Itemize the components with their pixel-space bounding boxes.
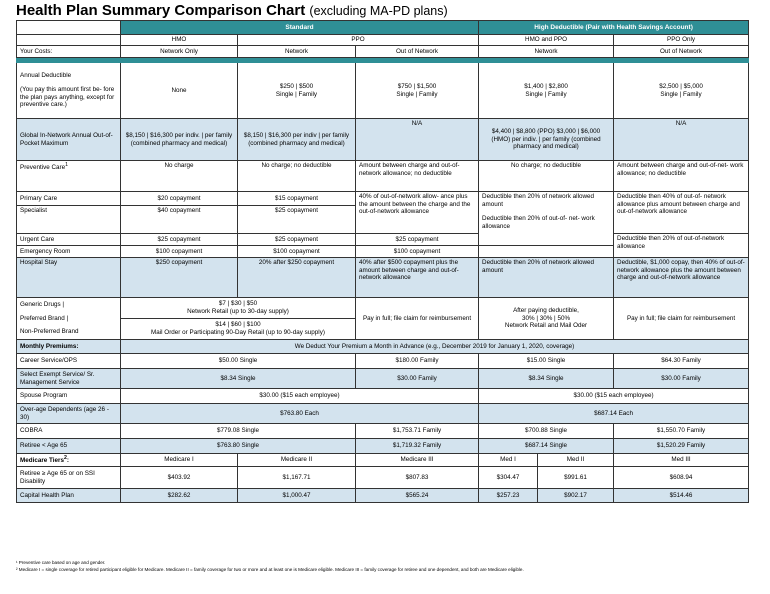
retiree-hd-family: $1,520.29 Family — [614, 439, 749, 454]
drugs-hd-network-line2: 30% | 30% | 50% — [521, 314, 571, 322]
header-high-deductible: High Deductible (Pair with Health Savings Account) — [479, 21, 749, 35]
capital-std-tier3: $565.24 — [356, 489, 479, 503]
header-out-of-network: Out of Network — [356, 46, 479, 58]
specialist-ppo-network: $25 copayment — [238, 206, 356, 234]
preventive-label: Preventive Care — [20, 164, 66, 172]
row-hospital — [17, 258, 749, 298]
header-blank-2 — [17, 35, 121, 46]
urgent-hmo: $25 copayment — [121, 234, 238, 246]
medicare-hd-tier2: Med II — [538, 454, 614, 467]
retiree-std-single: $763.80 Single — [121, 439, 356, 454]
medicare-hd-tier3: Med III — [614, 454, 749, 467]
retiree-label: Retiree < Age 65 — [17, 439, 121, 454]
cobra-label: COBRA — [17, 424, 121, 439]
deductible-hmo: None — [121, 63, 238, 119]
row-deductible — [17, 63, 749, 119]
drugs-retail-prices: $7 | $30 | $50 — [218, 300, 258, 308]
header-standard: Standard — [121, 21, 479, 35]
row-overage — [17, 404, 749, 424]
retiree65-hd-tier1: $304.47 — [479, 467, 538, 489]
header-hd-out-of-network: Out of Network — [614, 46, 749, 58]
deductible-label: Annual Deductible — [20, 72, 72, 80]
row-preventive — [17, 161, 749, 192]
drugs-ppo-oon: Pay in full; file claim for reimbursement — [356, 298, 479, 340]
page-title — [16, 2, 448, 19]
career-std-family: $180.00 Family — [356, 354, 479, 369]
drugs-retail-desc: Network Retail (up to 30-day supply) — [187, 308, 289, 315]
deductible-hd-oon-type: Single | Family — [660, 90, 702, 98]
capital-hd-tier2: $902.17 — [538, 489, 614, 503]
primary-ppo-network: $15 copayment — [238, 192, 356, 206]
urgent-er-hd-oon: Deductible then 20% of out-of-network allowance — [614, 234, 749, 258]
select-std-single: $8.34 Single — [121, 369, 356, 389]
oop-ppo-network: $8,150 | $16,300 per indiv | per family (combined pharmacy and medical) — [238, 119, 356, 161]
select-std-family: $30.00 Family — [356, 369, 479, 389]
urgent-ppo-network: $25 copayment — [238, 234, 356, 246]
spouse-hd: $30.00 ($15 each employee) — [479, 389, 749, 404]
drugs-hd-oon: Pay in full; file claim for reimbursement — [614, 298, 749, 340]
capital-std-tier1: $282.62 — [121, 489, 238, 503]
urgent-label: Urgent Care — [17, 234, 121, 246]
hospital-label: Hospital Stay — [17, 258, 121, 298]
oop-ppo-oon: N/A — [356, 119, 479, 161]
footnote-1: ¹ Preventive care based on age and gender. — [16, 560, 106, 565]
capital-label: Capital Health Plan — [17, 489, 121, 503]
drugs-mail — [121, 319, 356, 340]
hospital-hmo: $250 copayment — [121, 258, 238, 298]
oop-hmo: $8,150 | $16,300 per indiv. | per family (combined pharmacy and medical) — [121, 119, 238, 161]
drugs-retail — [121, 298, 356, 319]
primary-specialist-ppo-oon: 40% of out-of-network allow- ance plus the amount between the charge and the out-of-network allowance — [356, 192, 479, 234]
specialist-hmo: $40 copayment — [121, 206, 238, 234]
premiums-label: Monthly Premiums: — [17, 340, 121, 354]
header-ppo: PPO — [238, 35, 479, 46]
oop-label: Global In-Network Annual Out-of-Pocket Maximum — [17, 119, 121, 161]
deductible-hd-network — [479, 63, 614, 119]
preventive-ppo-network: No charge; no deductible — [238, 161, 356, 192]
header-hmo: HMO — [121, 35, 238, 46]
title-sub: (excluding MA-PD plans) — [309, 4, 448, 18]
hospital-ppo-network: 20% after $250 copayment — [238, 258, 356, 298]
cobra-hd-family: $1,550.70 Family — [614, 424, 749, 439]
title-main: Health Plan Summary Comparison Chart — [16, 2, 306, 19]
row-retiree-under-65 — [17, 439, 749, 454]
drugs-label-generic: Generic Drugs | — [20, 300, 64, 308]
spouse-label: Spouse Program — [17, 389, 121, 404]
retiree-hd-single: $687.14 Single — [479, 439, 614, 454]
capital-std-tier2: $1,000.47 — [238, 489, 356, 503]
preventive-hd-network: No charge; no deductible — [479, 161, 614, 192]
drugs-hd-network-line1: After paying deductible, — [513, 306, 579, 314]
comparison-table — [16, 20, 749, 503]
oop-hd-oon: N/A — [614, 119, 749, 161]
specialist-label: Specialist — [17, 206, 121, 234]
preventive-footnote-marker: 1 — [65, 162, 69, 168]
overage-hd: $687.14 Each — [479, 404, 749, 424]
er-hd-network-empty — [479, 246, 614, 258]
cobra-hd-single: $700.88 Single — [479, 424, 614, 439]
overage-label: Over-age Dependents (age 26 - 30) — [17, 404, 121, 424]
premiums-note: We Deduct Your Premium a Month in Advance (e.g., December 2019 for January 1, 2020, coverage) — [121, 340, 749, 354]
row-select-exempt — [17, 369, 749, 389]
primary-label: Primary Care — [17, 192, 121, 206]
row-cobra — [17, 424, 749, 439]
urgent-ppo-oon: $25 copayment — [356, 234, 479, 246]
select-label: Select Exempt Service/ Sr. Management Service — [17, 369, 121, 389]
er-hmo: $100 copayment — [121, 246, 238, 258]
preventive-label-cell — [17, 161, 121, 192]
primary-specialist-urgent-hd-network — [479, 192, 614, 246]
medicare-std-tier3: Medicare III — [356, 454, 479, 467]
cobra-std-single: $779.08 Single — [121, 424, 356, 439]
header-ppo-only: PPO Only — [614, 35, 749, 46]
deductible-cell — [17, 63, 121, 119]
primary-hmo: $20 copayment — [121, 192, 238, 206]
drugs-label-nonpreferred: Non-Preferred Brand — [20, 328, 79, 336]
retiree65-hd-tier3: $608.94 — [614, 467, 749, 489]
er-ppo-oon: $100 copayment — [356, 246, 479, 258]
primary-specialist-hd-oon: Deductible then 40% of out-of- network allowance plus amount between charge and out-of-network allowance — [614, 192, 749, 234]
medicare-hd-tier1: Med I — [479, 454, 538, 467]
retiree65-label: Retiree ≥ Age 65 or on SSI Disability — [17, 467, 121, 489]
career-std-single: $50.00 Single — [121, 354, 356, 369]
header-blank — [17, 21, 121, 35]
capital-hd-tier3: $514.46 — [614, 489, 749, 503]
hospital-hd-oon: Deductible, $1,000 copay, then 40% of out-of-network allowance plus the amount between charge and out-of-network allowance — [614, 258, 749, 298]
row-oop — [17, 119, 749, 161]
deductible-ppo-oon — [356, 63, 479, 119]
row-drugs-retail — [17, 298, 749, 319]
deductible-ppo-network — [238, 63, 356, 119]
deductible-hd-oon — [614, 63, 749, 119]
footnote-2: ² Medicare I = single coverage for retired participant eligible for Medicare. Medicare II = family coverage for two or more and at least one is Medicare eligible. Medicare III = family coverage for retiree and one dependent, and both are Medicare eligible. — [16, 566, 524, 572]
medicare-std-tier1: Medicare I — [121, 454, 238, 467]
row-medicare-tiers — [17, 454, 749, 467]
retiree65-std-tier3: $807.83 — [356, 467, 479, 489]
career-hd-family: $64.30 Family — [614, 354, 749, 369]
career-hd-single: $15.00 Single — [479, 354, 614, 369]
drugs-label-preferred: Preferred Brand | — [20, 314, 69, 322]
drugs-mail-prices: $14 | $60 | $100 — [215, 321, 261, 329]
spouse-std: $30.00 ($15 each employee) — [121, 389, 479, 404]
header-hmo-and-ppo: HMO and PPO — [479, 35, 614, 46]
preventive-hd-oon: Amount between charge and out-of-net- work allowance; no deductible — [614, 161, 749, 192]
preventive-hmo: No charge — [121, 161, 238, 192]
deductible-hd-network-type: Single | Family — [525, 90, 567, 98]
deductible-hd-oon-amount: $2,500 | $5,000 — [659, 82, 703, 90]
row-career — [17, 354, 749, 369]
cobra-std-family: $1,753.71 Family — [356, 424, 479, 439]
er-label: Emergency Room — [17, 246, 121, 258]
retiree65-hd-tier2: $991.61 — [538, 467, 614, 489]
deductible-ppo-network-amount: $250 | $500 — [279, 82, 314, 90]
hd-network-oon-text: Deductible then 20% of out-of- net- work allowance — [482, 215, 595, 231]
deductible-ppo-oon-type: Single | Family — [396, 90, 438, 98]
career-label: Career Service/OPS — [17, 354, 121, 369]
hd-network-allowed-text: Deductible then 20% of network allowed amount — [482, 193, 595, 208]
row-premiums-header — [17, 340, 749, 354]
drugs-mail-desc: Mail Order or Participating 90-Day Retail (up to 90-day supply) — [151, 329, 325, 336]
overage-std: $763.80 Each — [121, 404, 479, 424]
preventive-ppo-oon: Amount between charge and out-of-network allowance; no deductible — [356, 161, 479, 192]
hospital-hd-network: Deductible then 20% of network allowed amount — [479, 258, 614, 298]
er-ppo-network: $100 copayment — [238, 246, 356, 258]
select-hd-family: $30.00 Family — [614, 369, 749, 389]
row-primary-care — [17, 192, 749, 206]
header-network: Network — [238, 46, 356, 58]
drugs-hd-network-line3: Network Retail and Mail Oder — [504, 322, 588, 330]
select-hd-single: $8.34 Single — [479, 369, 614, 389]
medicare-std-tier2: Medicare II — [238, 454, 356, 467]
retiree-std-family: $1,719.32 Family — [356, 439, 479, 454]
your-costs-label: Your Costs: — [17, 46, 121, 58]
footnotes — [16, 560, 756, 574]
capital-hd-tier1: $257.23 — [479, 489, 538, 503]
row-spouse — [17, 389, 749, 404]
medicare-label-cell: Medicare Tiers$^2$: — [17, 454, 121, 467]
medicare-label: Medicare Tiers — [20, 457, 64, 465]
row-urgent-care — [17, 234, 749, 246]
medicare-footnote-marker: 2 — [64, 455, 67, 462]
deductible-ppo-oon-amount: $750 | $1,500 — [397, 82, 437, 90]
retiree65-std-tier1: $403.92 — [121, 467, 238, 489]
header-hd-network: Network — [479, 46, 614, 58]
row-retiree-65 — [17, 467, 749, 489]
deductible-ppo-network-type: Single | Family — [275, 90, 318, 98]
deductible-hd-network-amount: $1,400 | $2,800 — [524, 82, 568, 90]
header-network-only: Network Only — [121, 46, 238, 58]
deductible-note: (You pay this amount first be- fore the plan pays anything, except for preventive care.) — [20, 85, 115, 109]
drugs-hd-network — [479, 298, 614, 340]
hospital-ppo-oon: 40% after $500 copayment plus the amount between charge and out-of-network allowance — [356, 258, 479, 298]
retiree65-std-tier2: $1,167.71 — [238, 467, 356, 489]
drugs-label-cell — [17, 298, 121, 340]
row-capital-health — [17, 489, 749, 503]
oop-hd-network: $4,400 | $8,800 (PPO) $3,000 | $6,000 (HMO) per indiv. | per family (combined pharmacy and medical) — [479, 119, 614, 161]
